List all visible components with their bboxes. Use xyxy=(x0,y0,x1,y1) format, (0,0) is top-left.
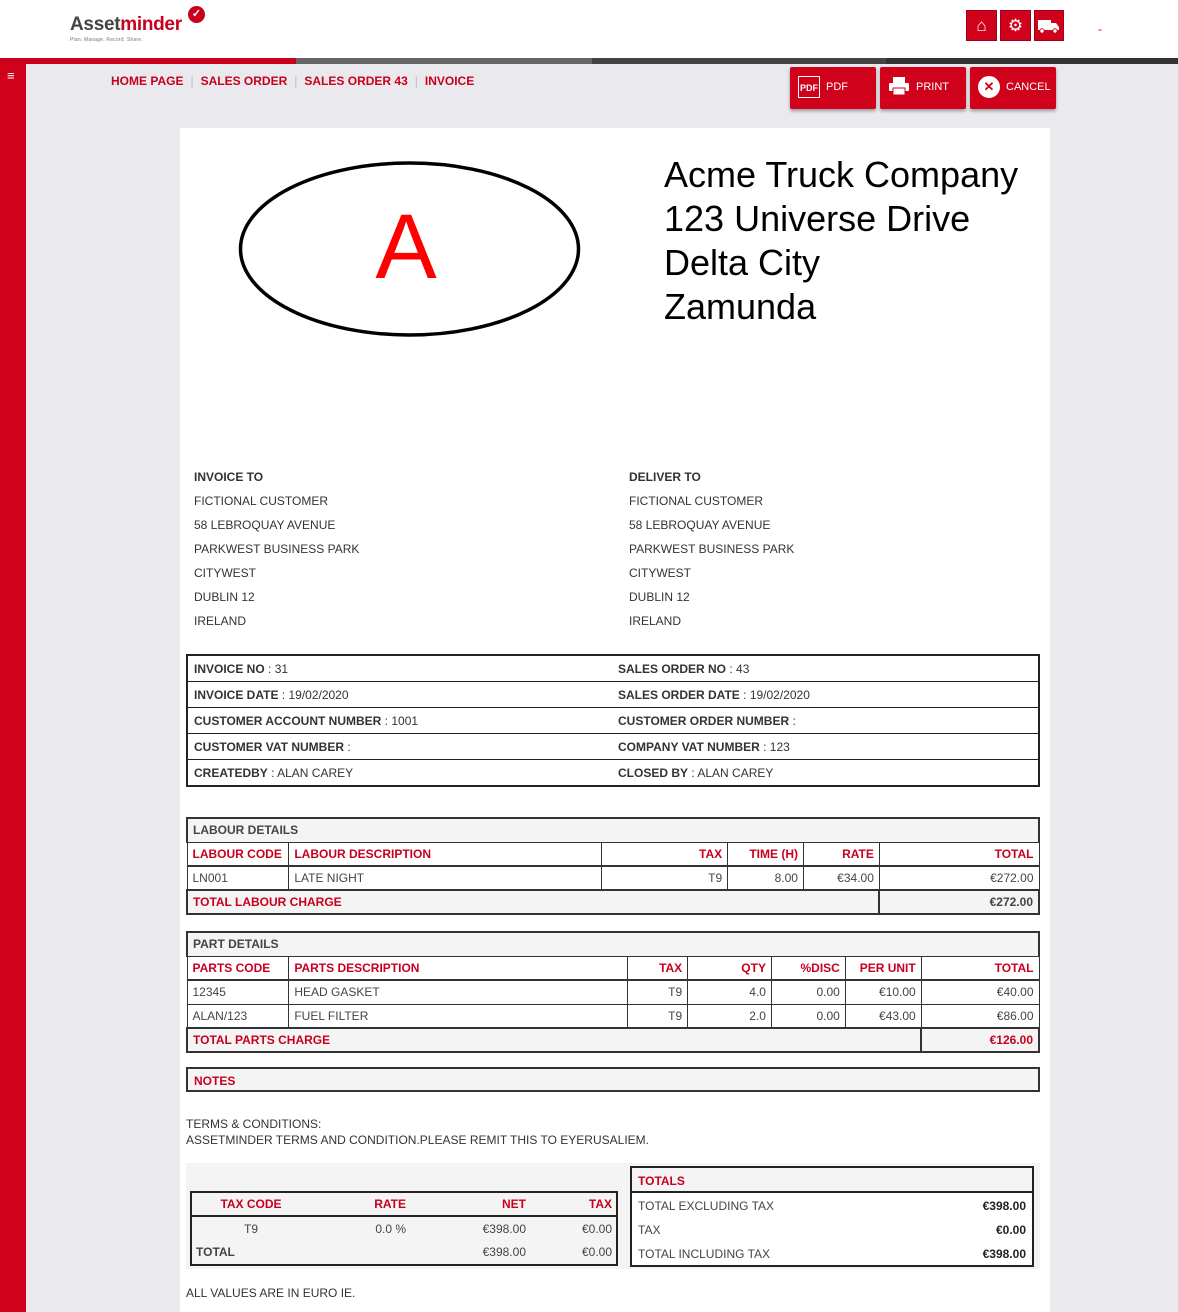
info-key: CLOSED BY xyxy=(618,766,689,780)
invoice-to-title: INVOICE TO xyxy=(194,470,264,484)
currency-footnote: ALL VALUES ARE IN EURO IE. xyxy=(186,1286,356,1300)
top-bar xyxy=(0,0,1178,58)
part-description: FUEL FILTER xyxy=(289,1004,628,1028)
info-key: INVOICE NO xyxy=(194,662,265,676)
totals-row xyxy=(632,1193,1032,1217)
column-header: TOTAL xyxy=(921,956,1039,980)
invoice-to-line: DUBLIN 12 xyxy=(194,590,255,604)
side-rail xyxy=(0,64,26,1312)
info-key: COMPANY VAT NUMBER xyxy=(618,740,760,754)
info-key: INVOICE DATE xyxy=(194,688,279,702)
column-header: PER UNIT xyxy=(845,956,921,980)
labour-tax: T9 xyxy=(602,866,728,890)
table-row xyxy=(187,980,1039,1004)
info-value: 1001 xyxy=(391,714,419,728)
parts-section-title: PART DETAILS xyxy=(187,932,1039,956)
column-header: %DISC xyxy=(771,956,845,980)
info-value: 31 xyxy=(274,662,289,676)
cancel-label: CANCEL xyxy=(1006,81,1051,93)
tax-total-label: TOTAL xyxy=(196,1245,235,1259)
part-code: 12345 xyxy=(187,980,289,1004)
home-icon[interactable]: ⌂ xyxy=(966,10,997,41)
deliver-to-title: DELIVER TO xyxy=(629,470,701,484)
terms-and-conditions xyxy=(186,1116,649,1148)
print-label: PRINT xyxy=(916,81,949,93)
breadcrumb-invoice[interactable]: INVOICE xyxy=(424,74,475,88)
deliver-to-line: FICTIONAL CUSTOMER xyxy=(629,494,764,508)
deliver-to-line: DUBLIN 12 xyxy=(629,590,690,604)
table-row xyxy=(187,1004,1039,1028)
column-header: LABOUR DESCRIPTION xyxy=(289,842,602,866)
info-value: ALAN CAREY xyxy=(697,766,774,780)
print-button[interactable] xyxy=(880,67,966,109)
pdf-icon: PDF xyxy=(798,76,820,98)
notes-box: NOTES xyxy=(186,1067,1040,1092)
invoice-to-line: 58 LEBROQUAY AVENUE xyxy=(194,518,336,532)
part-total: €40.00 xyxy=(921,980,1039,1004)
logo-suffix: minder xyxy=(120,14,182,35)
totals-value: €398.00 xyxy=(982,1247,1026,1261)
tax-amount: €0.00 xyxy=(581,1221,612,1236)
company-logo-letter: A xyxy=(375,196,437,298)
part-disc: 0.00 xyxy=(771,1004,845,1028)
invoice-to-line: FICTIONAL CUSTOMER xyxy=(194,494,329,508)
cancel-button[interactable] xyxy=(970,67,1056,109)
column-header: RATE xyxy=(803,842,879,866)
totals-value: €0.00 xyxy=(995,1223,1026,1237)
totals-label: TAX xyxy=(638,1223,661,1237)
table-header-row xyxy=(187,842,1039,866)
totals-value: €398.00 xyxy=(982,1199,1026,1213)
totals-title: TOTALS xyxy=(632,1168,1032,1193)
company-address xyxy=(664,153,1018,329)
progress-strip xyxy=(0,58,1178,64)
labour-code: LN001 xyxy=(187,866,289,890)
deliver-to-line: CITYWEST xyxy=(629,566,691,580)
deliver-to-line: PARKWEST BUSINESS PARK xyxy=(629,542,795,556)
total-parts-label: TOTAL PARTS CHARGE xyxy=(187,1028,921,1052)
totals-label: TOTAL INCLUDING TAX xyxy=(638,1247,771,1261)
column-header: TAX xyxy=(602,842,728,866)
labour-total-row xyxy=(187,890,1039,914)
tax-total-row xyxy=(190,1240,618,1264)
breadcrumb-sales-order[interactable]: SALES ORDER xyxy=(200,74,288,88)
info-key: CUSTOMER ACCOUNT NUMBER xyxy=(194,714,382,728)
deliver-to-line: 58 LEBROQUAY AVENUE xyxy=(629,518,771,532)
info-key: SALES ORDER NO xyxy=(618,662,727,676)
company-name: Acme Truck Company xyxy=(664,154,1019,195)
column-header: TAX CODE xyxy=(190,1192,312,1216)
table-row xyxy=(190,1216,618,1240)
part-qty: 2.0 xyxy=(688,1004,772,1028)
part-code: ALAN/123 xyxy=(187,1004,289,1028)
column-header: PARTS CODE xyxy=(187,956,289,980)
deliver-to-block xyxy=(629,465,794,633)
deliver-to-line: IRELAND xyxy=(629,614,682,628)
totals-row xyxy=(632,1217,1032,1241)
info-key: CREATEDBY xyxy=(194,766,268,780)
part-per-unit: €43.00 xyxy=(845,1004,921,1028)
labour-rate: €34.00 xyxy=(803,866,879,890)
breadcrumb-home[interactable]: HOME PAGE xyxy=(111,74,184,88)
terms-title: TERMS & CONDITIONS: xyxy=(186,1117,322,1131)
totals-label: TOTAL EXCLUDING TAX xyxy=(638,1199,775,1213)
close-icon: ✕ xyxy=(978,76,1000,98)
hamburger-menu-icon[interactable]: ≡ xyxy=(7,68,15,83)
top-dash: - xyxy=(1098,22,1102,36)
settings-icon[interactable]: ⚙ xyxy=(1000,10,1031,41)
info-row: CUSTOMER VAT NUMBER : COMPANY VAT NUMBER : 123 xyxy=(188,734,1038,760)
invoice-to-line: CITYWEST xyxy=(194,566,256,580)
check-icon: ✓ xyxy=(188,6,205,23)
part-disc: 0.00 xyxy=(771,980,845,1004)
tax-code-table xyxy=(190,1191,618,1264)
info-key: SALES ORDER DATE xyxy=(618,688,740,702)
info-row: CREATEDBY : ALAN CAREY CLOSED BY : ALAN CAREY xyxy=(194,766,774,780)
invoice-info-grid xyxy=(186,654,1040,787)
part-tax: T9 xyxy=(628,980,688,1004)
truck-icon[interactable] xyxy=(1034,10,1064,41)
breadcrumb-sales-order-43[interactable]: SALES ORDER 43 xyxy=(304,74,408,88)
labour-total: €272.00 xyxy=(879,866,1039,890)
invoice-to-line: IRELAND xyxy=(194,614,247,628)
column-header: TAX xyxy=(532,1192,618,1216)
part-details-table xyxy=(186,931,1040,1053)
pdf-button[interactable] xyxy=(790,67,876,109)
part-per-unit: €10.00 xyxy=(845,980,921,1004)
total-parts-value: €126.00 xyxy=(921,1028,1039,1052)
table-row xyxy=(187,866,1039,890)
column-header: LABOUR CODE xyxy=(187,842,289,866)
app-logo[interactable] xyxy=(70,8,202,43)
tax-code: T9 xyxy=(243,1221,258,1236)
info-key: CUSTOMER ORDER NUMBER xyxy=(618,714,790,728)
invoice-to-block xyxy=(194,465,359,633)
totals-box xyxy=(630,1166,1034,1267)
invoice-to-line: PARKWEST BUSINESS PARK xyxy=(194,542,360,556)
info-value: 123 xyxy=(769,740,790,754)
info-value: 43 xyxy=(736,662,750,676)
parts-total-row xyxy=(187,1028,1039,1052)
part-tax: T9 xyxy=(628,1004,688,1028)
info-row: INVOICE NO : 31 SALES ORDER NO : 43 xyxy=(188,656,1038,682)
printer-icon xyxy=(888,76,910,98)
info-row: INVOICE DATE : 19/02/2020 SALES ORDER DATE : 19/02/2020 xyxy=(188,682,1038,708)
tax-net: €398.00 xyxy=(482,1221,526,1236)
company-city: Delta City xyxy=(664,242,821,283)
logo-prefix: Asset xyxy=(70,14,121,35)
labour-details-table xyxy=(186,817,1040,915)
column-header: NET xyxy=(412,1192,532,1216)
info-key: CUSTOMER VAT NUMBER xyxy=(194,740,344,754)
labour-time: 8.00 xyxy=(728,866,804,890)
terms-text: ASSETMINDER TERMS AND CONDITION.PLEASE REMIT THIS TO EYERUSALIEM. xyxy=(186,1133,649,1147)
table-header-row xyxy=(190,1192,618,1216)
info-value: ALAN CAREY xyxy=(277,766,354,780)
pdf-label: PDF xyxy=(826,81,848,93)
logo-tagline: Plan. Manage. Record. Share. xyxy=(70,37,143,43)
tax-rate: 0.0 % xyxy=(375,1221,406,1236)
column-header: TIME (H) xyxy=(728,842,804,866)
column-header: PARTS DESCRIPTION xyxy=(289,956,628,980)
company-street: 123 Universe Drive xyxy=(664,198,971,239)
tax-total-net: €398.00 xyxy=(482,1245,526,1259)
column-header: RATE xyxy=(312,1192,412,1216)
tax-total-tax: €0.00 xyxy=(581,1245,612,1259)
table-header-row xyxy=(187,956,1039,980)
totals-row xyxy=(632,1241,1032,1265)
company-country: Zamunda xyxy=(664,286,817,327)
labour-description: LATE NIGHT xyxy=(289,866,602,890)
info-value: 19/02/2020 xyxy=(749,688,810,702)
info-row: CUSTOMER ACCOUNT NUMBER : 1001 CUSTOMER ORDER NUMBER : xyxy=(188,708,1038,734)
total-labour-label: TOTAL LABOUR CHARGE xyxy=(187,890,879,914)
info-value: 19/02/2020 xyxy=(288,688,349,702)
part-description: HEAD GASKET xyxy=(289,980,628,1004)
part-total: €86.00 xyxy=(921,1004,1039,1028)
column-header: QTY xyxy=(688,956,772,980)
column-header: TOTAL xyxy=(879,842,1039,866)
breadcrumb: HOME PAGE | SALES ORDER | SALES ORDER 43 | INVOICE xyxy=(111,74,475,88)
labour-section-title: LABOUR DETAILS xyxy=(187,818,1039,842)
company-logo xyxy=(238,160,581,338)
column-header: TAX xyxy=(628,956,688,980)
part-qty: 4.0 xyxy=(688,980,772,1004)
total-labour-value: €272.00 xyxy=(879,890,1039,914)
